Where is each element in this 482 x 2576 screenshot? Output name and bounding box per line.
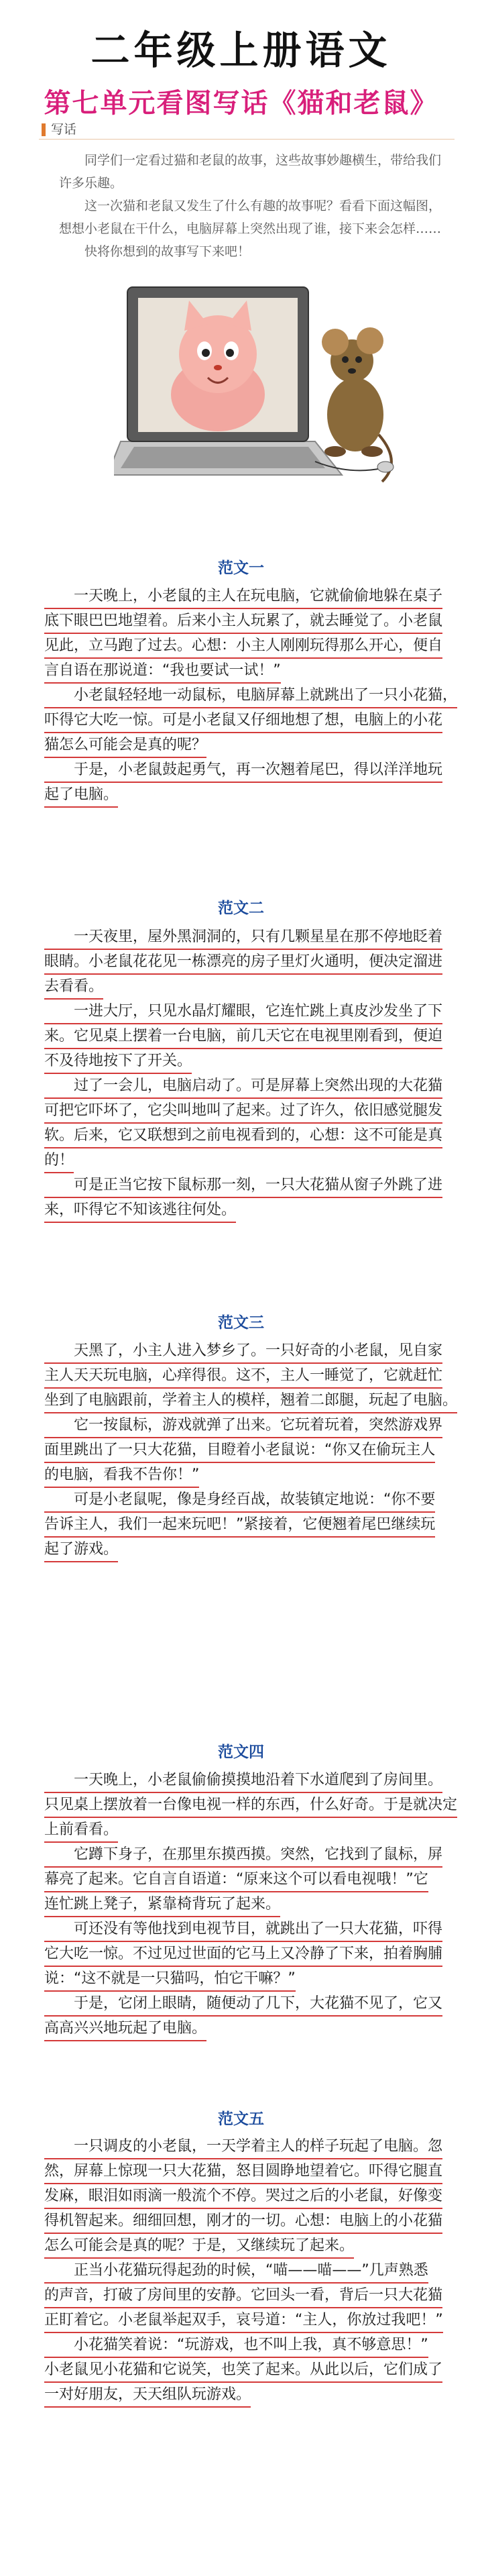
essay-line-text: 于是，小老鼠鼓起勇气，再一次翘着尾巴，得以洋洋地玩	[44, 759, 442, 783]
essay-line-text: 眼睛。小老鼠花花见一栋漂亮的房子里灯火通明，便决定溜进	[44, 951, 442, 975]
essay-line-text: 怎么可能会是真的呢？于是，又继续玩了起来。	[44, 2235, 354, 2259]
essay-line-text: 连忙跳上凳子，紧靠椅背玩了起来。	[44, 1893, 280, 1917]
prompt-paragraph: 同学们一定看过猫和老鼠的故事，这些故事妙趣横生，带给我们许多乐趣。	[59, 153, 442, 191]
essay-body	[44, 1340, 458, 1563]
essay-title: 范文五	[218, 2110, 264, 2128]
essay-line	[44, 2383, 440, 2408]
essay-line-text: 正当小花猫玩得起劲的时候，“喵——喵——”几声熟悉	[44, 2259, 428, 2284]
essay-line-text: 它大吃一惊。不过见过世面的它马上又冷静了下来，拍着胸脯	[44, 1943, 442, 1967]
essay-line-text: 坐到了电脑跟前，学着主人的模样，翘着二郎腿，玩起了电脑。	[44, 1389, 457, 1413]
essay-line-text: 幕亮了起来。它自言自语道：“原来这个可以看电视哦！”它	[44, 1868, 428, 1892]
essay-line	[44, 926, 443, 951]
essay-line	[44, 1918, 443, 1943]
essay-line-text: 一只调皮的小老鼠，一天学着主人的样子玩起了电脑。忽	[44, 2135, 442, 2159]
essay-line	[44, 2359, 443, 2383]
essay-line-text: 可还没有等他找到电视节目，就跳出了一只大花猫，吓得	[44, 1918, 442, 1942]
essay-line-text: 一天晚上，小老鼠偷偷摸摸地沿着下水道爬到了房间里。	[44, 1769, 442, 1793]
essay-body	[44, 2135, 443, 2408]
essay-line	[44, 684, 458, 709]
essay-body	[44, 1769, 458, 2042]
essay-line-text: 小老鼠见小花猫和它说笑，也笑了起来。从此以后，它们成了	[44, 2359, 442, 2383]
essay-line	[44, 1050, 440, 1075]
essay-line	[44, 2309, 443, 2334]
essay-title: 范文三	[218, 1314, 264, 1332]
essay-line	[44, 635, 443, 659]
essay-line	[44, 2135, 443, 2160]
essay-line	[44, 1794, 458, 1819]
essay-line	[44, 951, 443, 975]
essay-line-text: 底下眼巴巴地望着。后来小主人玩累了，就去睡觉了。小老鼠	[44, 610, 442, 634]
essay-line	[44, 1489, 440, 1513]
essay-line-text: 它一按鼠标，游戏就弹了出来。它玩着玩着，突然游戏界	[44, 1414, 442, 1438]
essay-line	[44, 1099, 443, 1124]
essay-line-text: 只见桌上摆放着一台像电视一样的东西，什么好奇。于是就决定	[44, 1794, 457, 1818]
essay-line	[44, 1868, 440, 1893]
essay-line	[44, 2210, 443, 2235]
essay-line-text: 它蹲下身子，在那里东摸西摸。突然，它找到了鼠标，屏	[44, 1843, 442, 1868]
essay-line-text: 言自语在那说道：“我也要试一试！”	[44, 659, 281, 684]
essay-line-text: 去看看。	[44, 975, 103, 1000]
essay-line	[44, 759, 443, 784]
essay-line	[44, 1943, 443, 1968]
essay-line-text: 软。后来，它又联想到之前电视看到的，心想：这不可能是真	[44, 1124, 442, 1148]
essay-line	[44, 1819, 440, 1843]
essay-line	[44, 1439, 440, 1464]
essay-line-text: 小花猫笑着说：“玩游戏，也不叫上我，真不够意思！”	[44, 2334, 428, 2358]
essay-line	[44, 709, 443, 734]
essay-line-text: 可是正当它按下鼠标那一刻，一只大花猫从窗子外跳了进	[44, 1174, 442, 1198]
essay-line-text: 可是小老鼠呢，像是身经百战，故装镇定地说：“你不要	[44, 1489, 435, 1513]
essay-line-text: 来，吓得它不知该逃往何处。	[44, 1199, 236, 1223]
essay-line-text: 不及待地按下了开关。	[44, 1050, 192, 1074]
essay-line-text: 得机智起来。细细回想，刚才的一切。心想：电脑上的小花猫	[44, 2210, 442, 2234]
essay-line-text: 告诉主人，我们一起来玩吧！”紧接着，它便翘着尾巴继续玩	[44, 1513, 435, 1538]
essay-line	[44, 1769, 443, 1794]
essay-line-text: 起了电脑。	[44, 784, 118, 808]
essay-line-text: 一进大厅，只见水晶灯耀眼，它连忙跳上真皮沙发坐了下	[44, 1000, 442, 1024]
essay-line-text: 然，屏幕上惊现一只大花猫，怒目圆睁地望着它。吓得它腿直	[44, 2160, 442, 2184]
section-tag: 写话	[39, 121, 455, 140]
essay-line	[44, 1364, 443, 1389]
essay-line-text: 面里跳出了一只大花猫，目瞪着小老鼠说：“你又在偷玩主人	[44, 1439, 435, 1463]
essay-body	[44, 585, 458, 808]
essay-line-text: 过了一会儿，电脑启动了。可是屏幕上突然出现的大花猫	[44, 1075, 442, 1099]
essay-line	[44, 1893, 440, 1918]
essay-line-text: 的！	[44, 1149, 74, 1173]
essay-line	[44, 1124, 443, 1149]
essay-line-text: 一对好朋友，天天组队玩游戏。	[44, 2383, 251, 2408]
essay-title: 范文二	[218, 900, 264, 917]
essay-line	[44, 2185, 443, 2210]
essay-line-text: 上前看看。	[44, 1819, 118, 1843]
page-title: 二年级上册语文	[91, 28, 391, 73]
essay-line-text: 天黑了，小主人进入梦乡了。一只好奇的小老鼠，见自家	[44, 1340, 442, 1364]
essay-line-text: 一天夜里，屋外黑洞洞的，只有几颗星星在那不停地眨着	[44, 926, 442, 950]
essay-line-text: 猫怎么可能会是真的呢？	[44, 734, 206, 758]
essay-line-text: 的声音，打破了房间里的安静。它回头一看，背后一只大花猫	[44, 2284, 442, 2308]
essay-line	[44, 1843, 443, 1868]
essay-line	[44, 1025, 443, 1050]
essay-line-text: 高高兴兴地玩起了电脑。	[44, 2017, 206, 2041]
essay-line	[44, 2235, 440, 2259]
essay-line-text: 的电脑，看我不告你！”	[44, 1464, 199, 1488]
essay-line-text: 小老鼠轻轻地一动鼠标，电脑屏幕上就跳出了一只小花猫，	[44, 684, 457, 708]
essay-body	[44, 926, 443, 1224]
essay-line-text: 一天晚上，小老鼠的主人在玩电脑，它就偷偷地躲在桌子	[44, 585, 442, 609]
essay-line	[44, 2017, 440, 2042]
essay-line	[44, 1174, 443, 1199]
essay-line-text: 发麻，眼泪如雨滴一般流个不停。哭过之后的小老鼠，好像变	[44, 2185, 442, 2209]
essay-title: 范文一	[218, 559, 264, 577]
essay-line	[44, 610, 443, 635]
essay-line	[44, 784, 440, 808]
essay-line	[44, 1464, 440, 1489]
essay-line	[44, 1389, 458, 1414]
essay-line	[44, 1340, 443, 1364]
essay-line-text: 吓得它大吃一惊。可是小老鼠又仔细地想了想，电脑上的小花	[44, 709, 442, 733]
computer-mouse-icon	[377, 462, 394, 472]
essay-line-text: 起了游戏。	[44, 1538, 118, 1562]
essay-line	[44, 1075, 443, 1099]
essay-line	[44, 659, 440, 684]
prompt-text	[59, 149, 448, 263]
prompt-paragraph: 快将你想到的故事写下来吧！	[84, 244, 251, 259]
essay-line	[44, 585, 443, 610]
essay-line-text: 见此，立马跑了过去。心想：小主人刚刚玩得那么开心，便自	[44, 635, 442, 659]
essay-line	[44, 1538, 440, 1563]
essay-line-text: 正盯着它。小老鼠举起双手，哀号道：“主人，你放过我吧！”	[44, 2309, 443, 2333]
cat-mouse-illustration	[114, 260, 402, 488]
essay-line	[44, 734, 440, 759]
page-subtitle: 第七单元看图写话《猫和老鼠》	[44, 88, 438, 119]
essay-line-text: 可把它吓坏了，它尖叫地叫了起来。过了许久，依旧感觉腿发	[44, 1099, 442, 1124]
essay-line	[44, 1414, 443, 1439]
essay-line	[44, 1149, 440, 1174]
essay-line	[44, 2259, 440, 2284]
laptop-keyboard	[121, 447, 325, 468]
prompt-paragraph: 这一次猫和老鼠又发生了什么有趣的故事呢？看看下面这幅图，想想小老鼠在干什么，电脑屏幕上突然出现了谁，接下来会怎样……	[59, 199, 442, 236]
essay-title: 范文四	[218, 1743, 264, 1761]
essay-line	[44, 2160, 443, 2185]
essay-line-text: 说：“这不就是一只猫吗，怕它干嘛？”	[44, 1968, 296, 1992]
essay-line	[44, 2334, 440, 2359]
mouse-character-icon	[322, 327, 391, 482]
essay-line	[44, 2284, 443, 2309]
essay-line	[44, 975, 440, 1000]
essay-line	[44, 1513, 440, 1538]
essay-line	[44, 1199, 440, 1224]
essay-line	[44, 1968, 440, 1992]
essay-line-text: 于是，它闭上眼睛，随便动了几下，大花猫不见了，它又	[44, 1992, 442, 2017]
essay-line	[44, 1000, 443, 1025]
essay-line	[44, 1992, 443, 2017]
essay-line-text: 来。它见桌上摆着一台电脑，前几天它在电视里刚看到，便迫	[44, 1025, 442, 1049]
essay-line-text: 主人天天玩电脑，心痒得很。这不，主人一睡觉了，它就赶忙	[44, 1364, 442, 1389]
